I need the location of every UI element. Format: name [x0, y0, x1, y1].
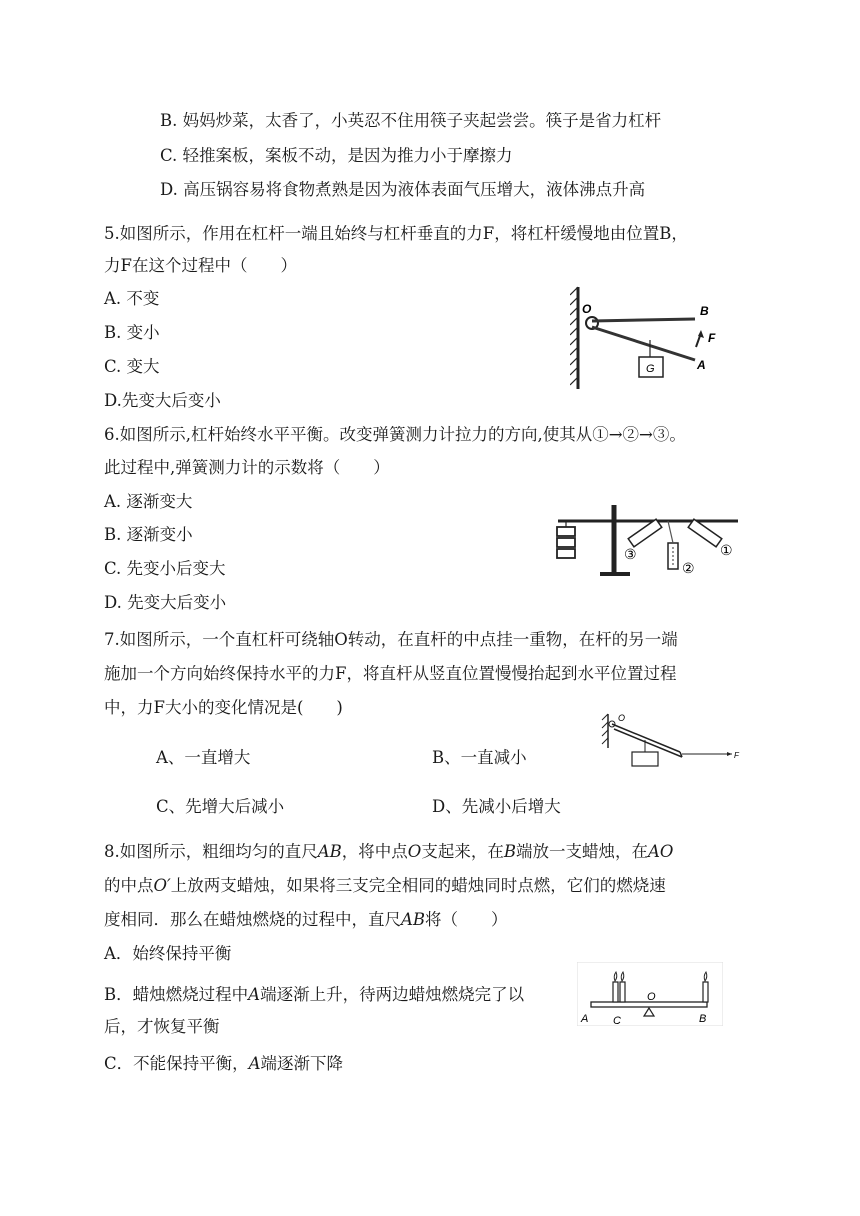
q8-label-o: O: [647, 991, 656, 1003]
q5-lever-figure: [570, 285, 720, 395]
q5-option-a: A. 不变: [104, 289, 160, 308]
q5-option-d: D.先变大后变小: [104, 391, 221, 410]
q7-stem-line2: 施加一个方向始终保持水平的力F，将直杆从竖直位置慢慢抬起到水平位置过程: [104, 664, 677, 683]
q4-option-d: D. 高压锅容易将食物煮熟是因为液体表面气压增大，液体沸点升高: [160, 180, 646, 199]
q7-option-a: A、一直增大: [156, 748, 251, 767]
q8-candle-ruler-figure: [577, 962, 723, 1026]
q8-stem-line2: 的中点O′上放两支蜡烛，如果将三支完全相同的蜡烛同时点燃，它们的燃烧速: [104, 876, 666, 895]
q8-option-b-line2: 后，才恢复平衡: [104, 1017, 220, 1036]
q7-stem-line1: 7.如图所示，一个直杠杆可绕轴O转动，在直杆的中点挂一重物，在杆的另一端: [104, 630, 678, 649]
q4-option-b: B. 妈妈炒菜，太香了，小英忍不住用筷子夹起尝尝。筷子是省力杠杆: [160, 111, 662, 130]
q6-label-1: ①: [720, 543, 733, 559]
q6-label-2: ②: [682, 561, 695, 577]
q8-option-a: A．始终保持平衡: [104, 944, 232, 963]
q5-stem-line2: 力F在这个过程中（ ）: [104, 256, 297, 275]
q6-option-c: C. 先变小后变大: [104, 559, 226, 578]
q6-option-d: D. 先变大后变小: [104, 593, 227, 612]
q8-label-b: B: [699, 1013, 707, 1025]
q5-option-c: C. 变大: [104, 357, 160, 376]
q8-label-c: C: [613, 1015, 621, 1026]
q5-label-o: O: [582, 302, 592, 316]
q5-label-g: G: [646, 363, 655, 375]
q5-option-b: B. 变小: [104, 323, 160, 342]
q8-stem-line3: 度相同．那么在蜡烛燃烧的过程中，直尺AB将（ ）: [104, 910, 508, 929]
q6-option-a: A. 逐渐变大: [104, 492, 193, 511]
q6-option-b: B. 逐渐变小: [104, 525, 193, 544]
q7-stem-line3: 中，力F大小的变化情况是( ): [104, 698, 343, 717]
q6-spring-scale-figure: [548, 497, 748, 579]
q7-lever-figure: [600, 712, 742, 770]
q7-label-o: O: [618, 713, 626, 723]
q7-option-c: C、先增大后减小: [156, 797, 285, 816]
q6-label-3: ③: [624, 547, 637, 563]
q8-stem-line1: 8.如图所示，粗细均匀的直尺AB，将中点O支起来，在B端放一支蜡烛，在AO: [104, 842, 674, 861]
q7-label-f: F: [734, 751, 739, 760]
q5-label-b: B: [700, 304, 709, 318]
q8-option-b-line1: B．蜡烛燃烧过程中A端逐渐上升，待两边蜡烛燃烧完了以: [104, 985, 525, 1004]
q4-option-c: C. 轻推案板，案板不动，是因为推力小于摩擦力: [160, 146, 513, 165]
q7-option-b: B、一直减小: [432, 748, 527, 767]
q5-label-f: F: [708, 331, 716, 345]
q5-stem-line1: 5.如图所示，作用在杠杆一端且始终与杠杆垂直的力F，将杠杆缓慢地由位置B，: [104, 224, 688, 243]
q8-option-c: C．不能保持平衡，A端逐渐下降: [104, 1054, 344, 1073]
q6-stem-line2: 此过程中,弹簧测力计的示数将（ ）: [104, 458, 390, 477]
q6-stem-line1: 6.如图所示,杠杆始终水平平衡。改变弹簧测力计拉力的方向,使其从①→②→③。: [104, 425, 686, 444]
q5-label-a: A: [697, 358, 706, 372]
q7-option-d: D、先减小后增大: [432, 797, 561, 816]
q8-label-a: A: [581, 1013, 589, 1025]
